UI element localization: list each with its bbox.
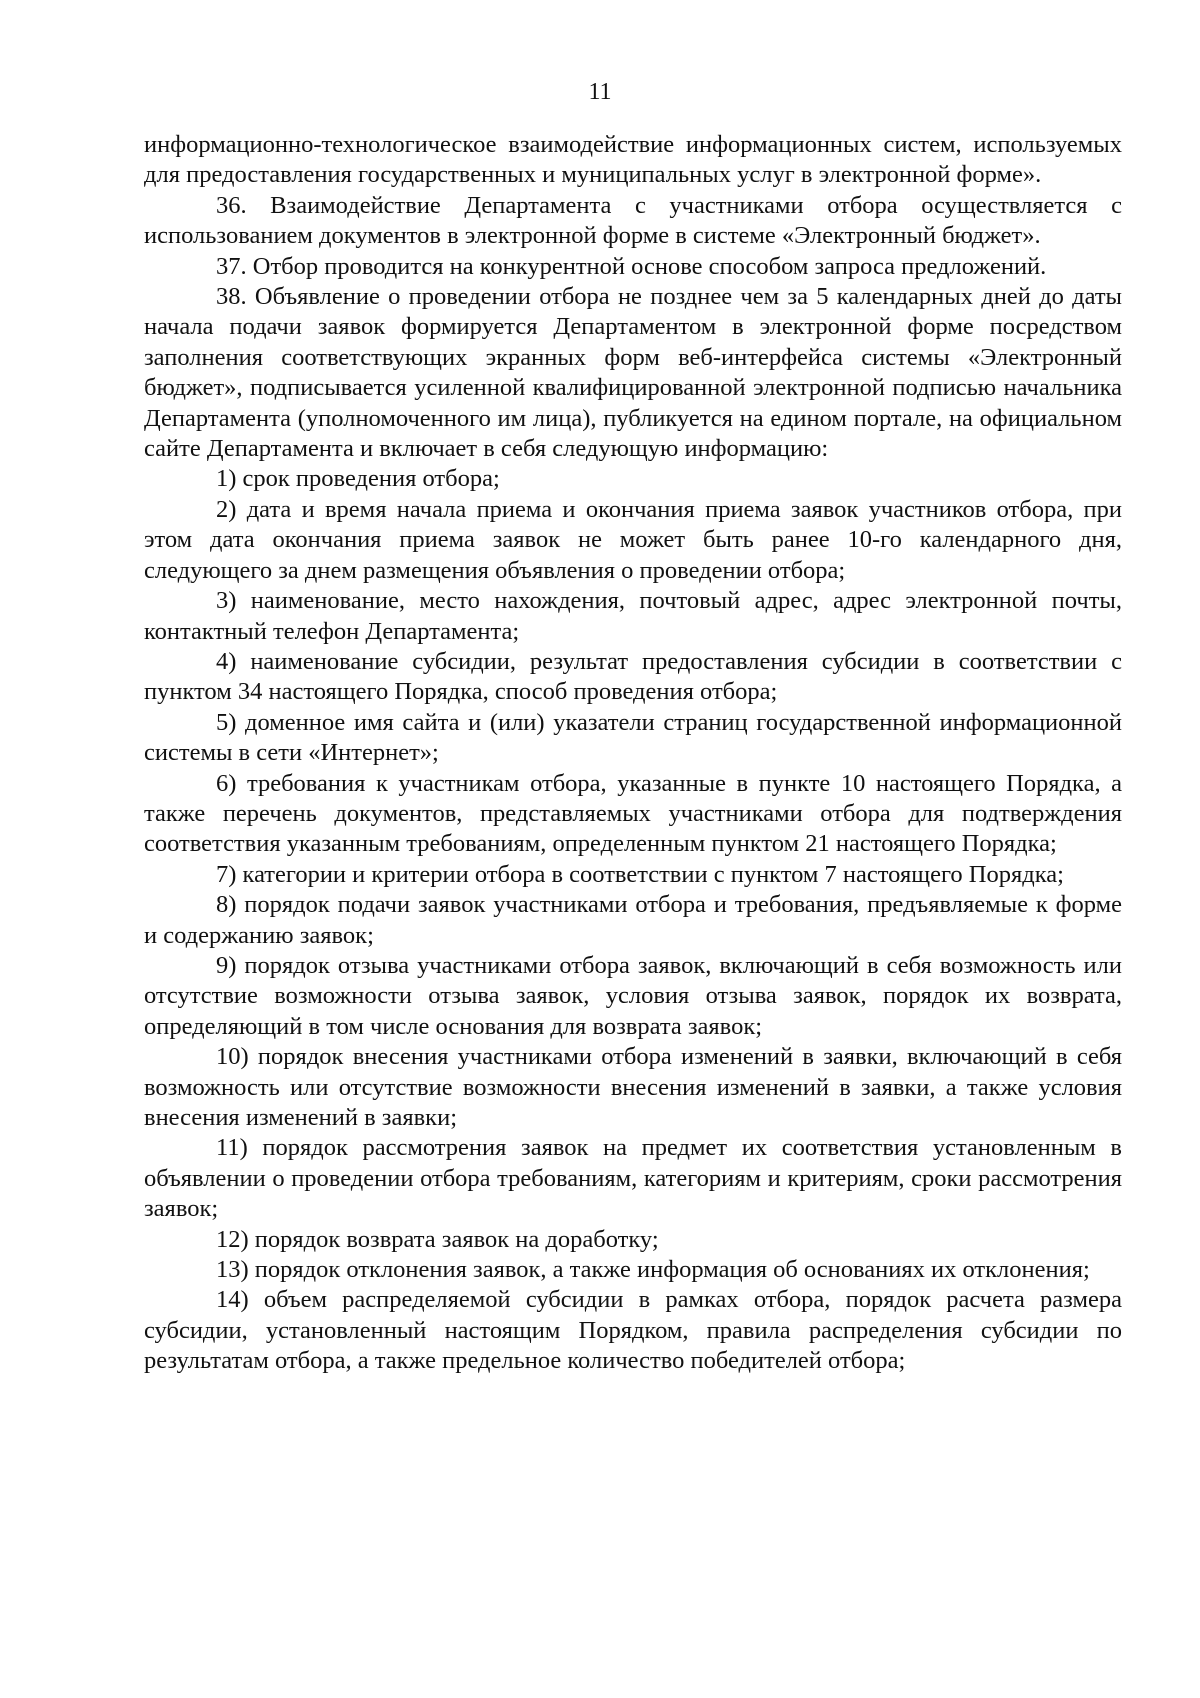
- list-item-2: 2) дата и время начала приема и окончания приема заявок участников отбора, при этом дата окончания приема заявок не может быть ранее 10-го календарного дня, следующего за днем размещения объявления о проведении отбора;: [144, 495, 1122, 584]
- list-item-10: 10) порядок внесения участниками отбора изменений в заявки, включающий в себя возможность или отсутствие возможности внесения изменений в заявки, а также условия внесения изменений в заявки;: [144, 1043, 1122, 1131]
- list-item-9: 9) порядок отзыва участниками отбора заявок, включающий в себя возможность или отсутствие возможности отзыва заявок, условия отзыва заявок, порядок их возврата, определяющий в том числе основания для возврата заявок;: [144, 951, 1122, 1040]
- paragraph-item-36: 36. Взаимодействие Департамента с участниками отбора осуществляется с использованием документов в электронной форме в системе «Электронный бюджет».: [144, 191, 1122, 250]
- list-item-3: 3) наименование, место нахождения, почтовый адрес, адрес электронной почты, контактный телефон Департамента;: [144, 587, 1122, 645]
- list-item-4: 4) наименование субсидии, результат предоставления субсидии в соответствии с пунктом 34 настоящего Порядка, способ проведения отбора;: [144, 647, 1122, 706]
- page-number: 11: [588, 79, 612, 105]
- document-body: [144, 130, 1122, 1377]
- list-item-1: 1) срок проведения отбора;: [216, 465, 500, 493]
- list-item-8: 8) порядок подачи заявок участниками отбора и требования, предъявляемые к форме и содержанию заявок;: [144, 891, 1122, 949]
- paragraph-continuation: информационно-технологическое взаимодействие информационных систем, используемых для предоставления государственных и муниципальных услуг в электронной форме».: [144, 131, 1122, 189]
- list-item-14: 14) объем распределяемой субсидии в рамках отбора, порядок расчета размера субсидии, установленный настоящим Порядком, правила распределения субсидии по результатам отбора, а также предельное количество победителей отбора;: [144, 1286, 1122, 1375]
- list-item-12: 12) порядок возврата заявок на доработку;: [216, 1225, 659, 1253]
- list-item-7: 7) категории и критерии отбора в соответствии с пунктом 7 настоящего Порядка;: [216, 860, 1064, 888]
- paragraph-item-38: 38. Объявление о проведении отбора не позднее чем за 5 календарных дней до даты начала подачи заявок формируется Департаментом в электронной форме посредством заполнения соответствующих экранных форм веб-интерфейса системы «Электронный бюджет», подписывается усиленной квалифицированной электронной подписью начальника Департамента (уполномоченного им лица), публикуется на едином портале, на официальном сайте Департамента и включает в себя следующую информацию:: [144, 283, 1122, 463]
- list-item-5: 5) доменное имя сайта и (или) указатели страниц государственной информационной системы в сети «Интернет»;: [144, 708, 1122, 767]
- list-item-6: 6) требования к участникам отбора, указанные в пункте 10 настоящего Порядка, а также перечень документов, представляемых участниками отбора для подтверждения соответствия указанным требованиям, определенным пунктом 21 настоящего Порядка;: [144, 769, 1122, 858]
- list-item-11: 11) порядок рассмотрения заявок на предмет их соответствия установленным в объявлении о проведении отбора требованиям, категориям и критериям, сроки рассмотрения заявок;: [144, 1134, 1122, 1223]
- paragraph-item-37: 37. Отбор проводится на конкурентной основе способом запроса предложений.: [216, 252, 1047, 280]
- list-item-13: 13) порядок отклонения заявок, а также информация об основаниях их отклонения;: [216, 1256, 1090, 1284]
